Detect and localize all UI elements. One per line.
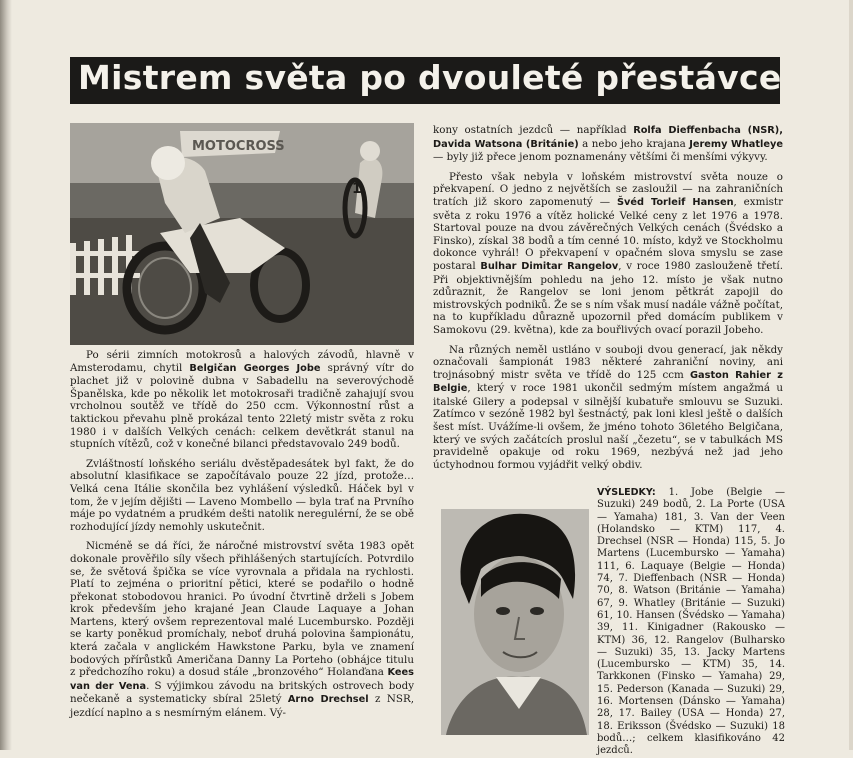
portrait-photo (441, 509, 589, 735)
text-run: Nicméně se dá říci, že náročné mistrovství světa 1983 opět dokonale prověřilo síly všech přihlášených startujících. Potvrdilo se, že světová špička se více vyrovnala a přidala na rychlosti. Platí to zejména o prioritní pětici, které se podařilo o hodně překonat stobodovou hranici. Po úvodní čtvrtině drželi s Jobem krok především jeho krajané Jean Claude Laquaye a Johan Martens, který ovšem reprezentoval malé Lucembursko. Později se karty poněkud promíchaly, neboť druhá polovina šampionátu, která začala v anglickém Hawkstone Parku, byla ve znamení bodových přírůstků Američana Danny La Porteho (obhájce titulu z předchozího roku) a dosud stále „bronzového“ Holanďana (70, 540, 414, 679)
paragraph (433, 171, 783, 337)
page-edge (849, 0, 853, 750)
paragraph: Zvláštností loňského seriálu dvěstěpadesátek byl fakt, že do absolutní klasifikace se započítávalo pouze 22 jízd, protože… Velká cena Itálie skončila bez vyhlášení výsledků. Háček byl v tom, že v jejím dějišti — Laveno Mombello — byla trať na Prvního máje po vydatném a prudkém dešti natolik neregulérní, že se obě rozhodující jízdy nemohly uskutečnit. (70, 457, 414, 533)
text-run: a nebo jeho krajana (578, 137, 690, 150)
text-run: , který v roce 1981 ukončil sedmým místem angažmá u italské Gilery a podepsal v silnější kubatuře smlouvu se Suzuki. Zatímco v sezóně 1982 byl šestnáctý, pak loni klesl ještě o dalších šest míst. Uvážíme-li ovšem, že jméno tohoto 36letého Belgičana, který ve svých začátcích proslul naší „čezetu“, se v tabulkách MS pravidelně opakuje od roku 1969, nezbývá než jad jeho úctyhodnou formou vyjádřit velký obdiv. (433, 382, 783, 471)
text-run: z NSR, jezdící naplno a s nesmírným elánem. Vý- (70, 693, 415, 720)
text-run: Po sérii zimních motokrosů a halových závodů, hlavně v Amsterodamu, chytil (70, 349, 414, 374)
banner-text: MOTOCROSS (192, 139, 285, 154)
results-box (597, 487, 785, 758)
motocross-photo-illustration (70, 123, 414, 345)
paragraph (433, 344, 783, 472)
rider-name: Bulhar Dimitar Rangelov (480, 260, 619, 272)
page-binding-shadow (0, 0, 12, 750)
text-run: Na různých neměl ustláno v souboji dvou generací, jak někdy označovali šampionát 1983 některé zahraniční noviny, ani trojnásobný mistr světa ve třídě do 125 ccm (433, 343, 783, 381)
text-run: Přesto však nebyla v loňském mistrovství světa nouze o překvapení. O jedno z největších se zasloužil — na zahraničních tratích již skoro zapomenutý — (433, 170, 783, 208)
rider-name: Švéd Torleif Hansen (616, 196, 734, 208)
paragraph (433, 124, 783, 164)
results-label: VÝSLEDKY: (597, 487, 656, 498)
text-run: — byly již přece jenom poznamenány většími či menšími výkyvy. (433, 151, 768, 164)
article-right-column (433, 124, 783, 478)
headline: Mistrem světa po dvouleté přestávce (78, 58, 782, 97)
rider-name: Gaston Rahier z Belgie (433, 369, 783, 395)
text-run: . S výjimkou závodu na britských ostrovech body nečekaně a systematicky sbíral 25letý (70, 679, 415, 706)
portrait-illustration (441, 509, 589, 735)
race-number: 1 (352, 181, 362, 197)
text-run: kony ostatních jezdců — například (433, 124, 634, 136)
paragraph (70, 349, 414, 451)
results-text: 1. Jobe (Belgie — Suzuki) 249 bodů, 2. La Porte (USA — Yamaha) 181, 3. Van der Veen (Holandsko — KTM) 117, 4. Drechsel (NSR — Honda) 115, 5. Jo Martens (Lucembursko — Yamaha) 111, 6. Laquaye (Belgie — Honda) 74, 7. Dieffenbach (NSR — Honda) 70, 8. Watson (Británie — Yamaha) 67, 9. Whatley (Británie — Suzuki) 61, 10. Hansen (Švédsko — Yamaha) 39, 11. Kinigadner (Rakousko — KTM) 36, 12. Rangelov (Bulharsko — Suzuki) 35, 13. Jacky Martens (Lucembursko — KTM) 35, 14. Tarkkonen (Finsko — Yamaha) 29, 15. Pederson (Kanada — Suzuki) 29, 16. Mortensen (Dánsko — Yamaha) 28, 17. Bailey (USA — Honda) 27, 18. Eriksson (Švédsko — Suzuki) 18 bodů…; celkem klasifikováno 42 jezdců. (597, 487, 785, 757)
rider-name: Jeremy Whatleye (689, 138, 783, 150)
article-left-column (70, 349, 414, 727)
headline-bar (70, 57, 780, 104)
motocross-photo (70, 123, 414, 345)
text-run: správný vítr do plachet již v polovině dubna v Sabadellu na severovýchodě Španělska, kde po několik let motokrosaři tradičně zahajují svou vrcholnou soutěž ve třídě do 250 ccm. Výkonnostní růst a taktickou převahu plně prokázal tento 22letý mistr světa z roku 1980 i v dalších Velkých cenách: celkem devětkrát stanul na stupních vítězů, což v konečné bilanci představovalo 249 bodů. (70, 361, 415, 451)
rider-name: Kees van der Vena (70, 667, 414, 692)
paragraph (70, 540, 414, 719)
rider-name: Rolfa Dieffenbacha (NSR), Davida Watsona (Británie) (433, 125, 783, 150)
rider-name: Belgičan Georges Jobe (189, 362, 321, 374)
text-run: , v roce 1980 zaslouženě třetí. Při objektivnějším pohledu na jeho 12. místo je však nutno zdůraznit, že Rangelov se loni jenom pětkrát zapojil do mistrovských podniků. Že se s ním však musí nadále vážně počítat, na to kupříkladu důrazně upozornil před domácím publikem v Samokovu (29. května), kde za bouřlivých ovací porazil Jobeho. (433, 259, 783, 336)
rider-name: Arno Drechsel (287, 694, 369, 706)
text-run: , exmistr světa z roku 1976 a vítěz holické Velké ceny z let 1976 a 1978. Startoval pouze na dvou závěrečných Velkých cenách (Švédsko a Finsko), získal 38 bodů a tím cenné 10. místo, když ve Stockholmu dokonce vyhrál! O překvapení v opačném slova smyslu se zase postaral (433, 195, 783, 272)
